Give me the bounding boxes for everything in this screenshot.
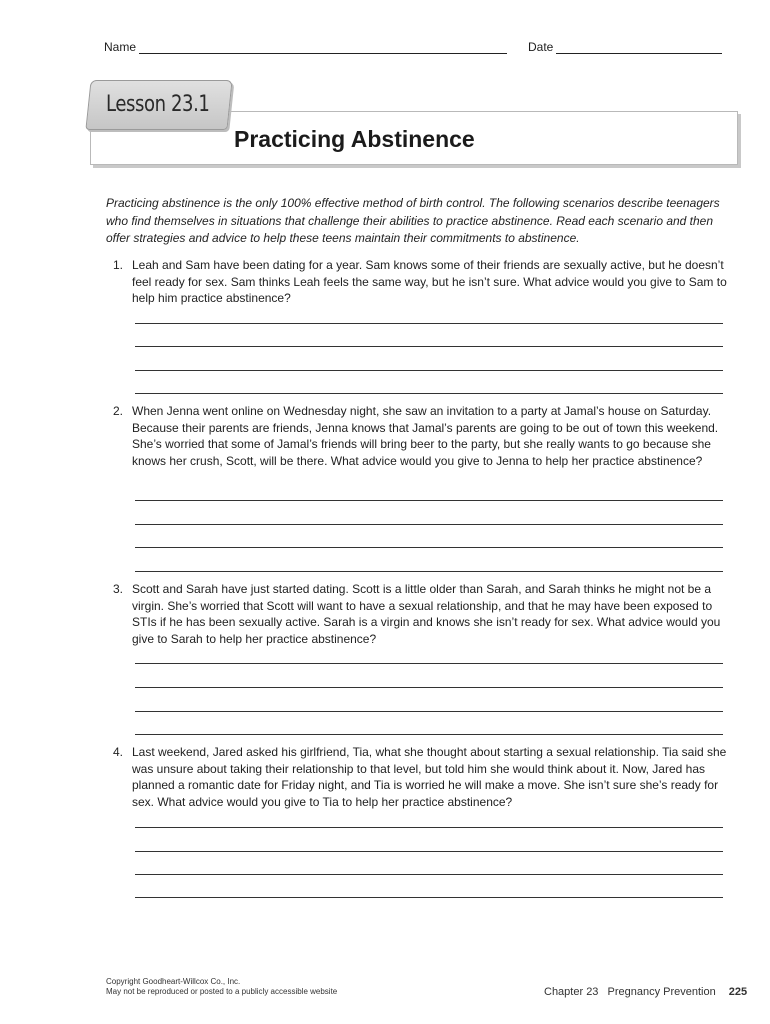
question-number: 2. [113,404,124,418]
answer-line[interactable] [135,711,723,712]
question-number: 1. [113,258,124,272]
answer-line[interactable] [135,663,723,664]
copyright-line: May not be reproduced or posted to a publicly accessible website [106,987,338,996]
question-1 [113,257,727,307]
question-3 [113,581,727,647]
question-number: 4. [113,745,124,759]
question-text: Leah and Sam have been dating for a year. Sam knows some of their friends are sexually active, but he doesn’t feel ready for sex. Sam thinks Leah feels the same way, but he isn’t sure. What advice would you give to Sam to help him practice abstinence? [132,258,727,305]
copyright-notice [106,977,337,997]
lesson-label: Lesson 23.1 [106,92,210,117]
answer-line[interactable] [135,547,723,548]
answer-line[interactable] [135,571,723,572]
question-2 [113,403,727,469]
answer-line[interactable] [135,734,723,735]
intro-paragraph: Practicing abstinence is the only 100% effective method of birth control. The following scenarios describe teenagers who find themselves in situations that challenge their abilities to practice abstinence. Read each scenario and then offer strategies and advice to help these teens maintain their commitments to abstinence. [106,196,720,245]
question-number: 3. [113,582,124,596]
answer-line[interactable] [135,323,723,324]
page-number: 225 [728,986,748,998]
page-title: Practicing Abstinence [234,126,475,152]
answer-line[interactable] [135,500,723,501]
chapter-label: Chapter 23 [544,986,599,998]
answer-line[interactable] [135,346,723,347]
answer-line[interactable] [135,851,723,852]
answer-line[interactable] [135,687,723,688]
answer-line[interactable] [135,524,723,525]
answer-line[interactable] [135,874,723,875]
name-input-line[interactable] [139,40,507,54]
name-label: Name [104,40,137,54]
copyright-line: Copyright Goodheart-Willcox Co., Inc. [106,977,241,986]
question-text: When Jenna went online on Wednesday night, she saw an invitation to a party at Jamal’s house on Saturday. Because their parents are friends, Jenna knows that Jamal’s parents are going to be out of town this weekend. She’s worried that some of Jamal’s friends will bring beer to the party, but she really wants to go because she knows her crush, Scott, will be there. What advice would you give to Jenna to help her practice abstinence? [132,404,719,468]
answer-line[interactable] [135,827,723,828]
answer-line[interactable] [135,393,723,394]
page-footer [544,986,747,998]
name-field[interactable] [104,40,507,54]
answer-line[interactable] [135,370,723,371]
date-field[interactable] [528,40,722,54]
question-text: Last weekend, Jared asked his girlfriend, Tia, what she thought about starting a sexual relationship. Tia said she was unsure about taking their relationship to that level, but told him she would think about it. Now, Jared has planned a romantic date for Friday night, and Tia is worried he will make a move. She isn’t sure she’s ready for sex. What advice would you give to Tia to help her practice abstinence? [132,745,727,809]
question-4 [113,744,727,810]
date-label: Date [528,40,554,54]
answer-line[interactable] [135,897,723,898]
chapter-title: Pregnancy Prevention [607,986,716,998]
date-input-line[interactable] [556,40,722,54]
question-text: Scott and Sarah have just started dating. Scott is a little older than Sarah, and Sarah thinks he might not be a virgin. She’s worried that Scott will want to have a sexual relationship, and that he may have been exposed to STIs if he has been sexually active. Sarah is a virgin and knows she isn’t ready for sex. What advice would you give to Sarah to help her practice abstinence? [132,582,721,646]
